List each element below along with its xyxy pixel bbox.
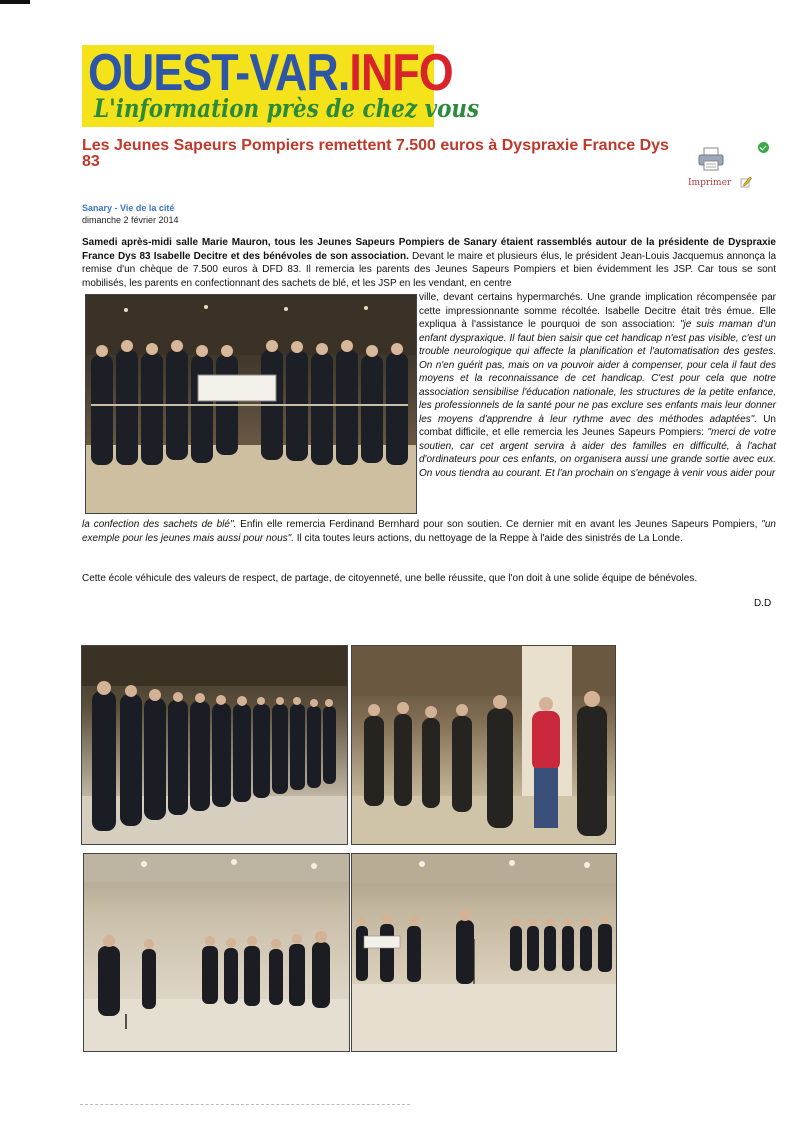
logo-word-main: OUEST-VAR.: [88, 44, 350, 102]
photo-speech-right-illustration: [352, 854, 616, 1051]
photo-speech-left: [83, 853, 350, 1052]
print-link-label[interactable]: Imprimer: [688, 178, 732, 188]
footer-divider: [80, 1104, 410, 1105]
wrap-text-1: ville, devant certains hypermarchés. Une grande implication récompensée par cette impressionnante somme récoltée. Isabelle Decitre était très émue. Elle expliqua à l'assistance le pourquoi de son association:: [419, 292, 776, 330]
article-wrapped-paragraph: [419, 291, 776, 480]
article-category[interactable]: Sanary - Vie de la cité: [82, 203, 175, 213]
lead-rest: Devant le maire et plusieurs élus, le président Jean-Louis Jacquemus annonça la remise d'un chèque de 7.500 euros à DFD 83. Il remercia les parents des Jeunes Sapeurs Pompiers et bien évidemment les JSP. Car tous se sont mobilisés, les parents en confectionnant des sachets de blé, et les JSP en les vendant, en centre: [82, 250, 776, 289]
lead-bold: Samedi après-midi salle Marie Mauron, tous les Jeunes Sapeurs Pompiers de Sanary étaient rassemblés autour de la présidente de Dyspraxie France Dys 83 Isabelle Decitre et des bénévoles de son association.: [82, 237, 776, 262]
main-photo-cheque-presentation: [85, 294, 417, 514]
quote-bernhard: "un exemple pour les jeunes mais aussi pour nous".: [82, 519, 776, 544]
photo-jsp-lineup: [81, 645, 348, 845]
main-photo-illustration: [86, 295, 416, 513]
check-icon: [758, 142, 769, 153]
article-closing-paragraph: Cette école véhicule des valeurs de respect, de partage, de citoyenneté, une belle réussite, que l'on doit à une solide équipe de bénévoles.: [82, 573, 698, 584]
quote-isabelle: "je suis maman d'un enfant dyspraxique. Il faut bien saisir que cet handicap n'est pas visible, c'est un trouble neurologique qui affecte la planification et l'automatisation des gestes. On n'en guérit pas, mais on va pouvoir aider à compenser, pour cela il faut des moyens et la reconnaissance de cet handicap. C'est pour cela que notre association sensibilise l'éducation nationale, les structures de la petite enfance, les professionnels de la santé pour ne pas exclure ses enfants mais leur donner les moyens d'apprendre à leur rythme avec des méthodes adaptées".: [419, 319, 776, 425]
quote-thanks-b: la confection des sachets de blé".: [82, 519, 237, 530]
site-logo[interactable]: [82, 44, 480, 127]
quote-thanks-a: "merci de votre soutien, car cet argent servira à aider des familles en difficulté, à l'achat d'ordinateurs pour ces enfants, on organisera aussi une grande sortie avec eux. On vous tiendra au courant. Et l'an prochain on s'engage à venir vous aider pour: [419, 427, 776, 479]
logo-tagline: L'information près de chez vous: [94, 94, 480, 123]
wrap-text-2: Un combat difficile, et elle remercia les Jeunes Sapeurs Pompiers:: [419, 413, 776, 438]
photo-speech-right: [351, 853, 617, 1052]
p2-rest: Enfin elle remercia Ferdinand Bernhard pour son soutien. Ce dernier mit en avant les Jeunes Sapeurs Pompiers,: [236, 519, 762, 530]
photo-speech-left-illustration: [84, 854, 349, 1051]
photo-audience: [351, 645, 616, 845]
photo-jsp-lineup-illustration: [82, 646, 347, 844]
article-lead-paragraph: [82, 236, 776, 290]
edit-icon[interactable]: [740, 176, 752, 188]
printer-icon[interactable]: [697, 147, 725, 171]
scan-corner-mark: [0, 0, 30, 4]
article-date: dimanche 2 février 2014: [82, 215, 179, 225]
logo-word-accent: INFO: [349, 44, 453, 102]
author-signature: D.D: [754, 598, 772, 609]
article-title: Les Jeunes Sapeurs Pompiers remettent 7.500 euros à Dyspraxie France Dys 83: [82, 137, 669, 170]
photo-audience-illustration: [352, 646, 615, 844]
p2-end: Il cita toutes leurs actions, du nettoyage de la Reppe à l'aide des sinistrés de La Londe.: [294, 532, 683, 544]
article-continuation-paragraph: [82, 518, 776, 545]
